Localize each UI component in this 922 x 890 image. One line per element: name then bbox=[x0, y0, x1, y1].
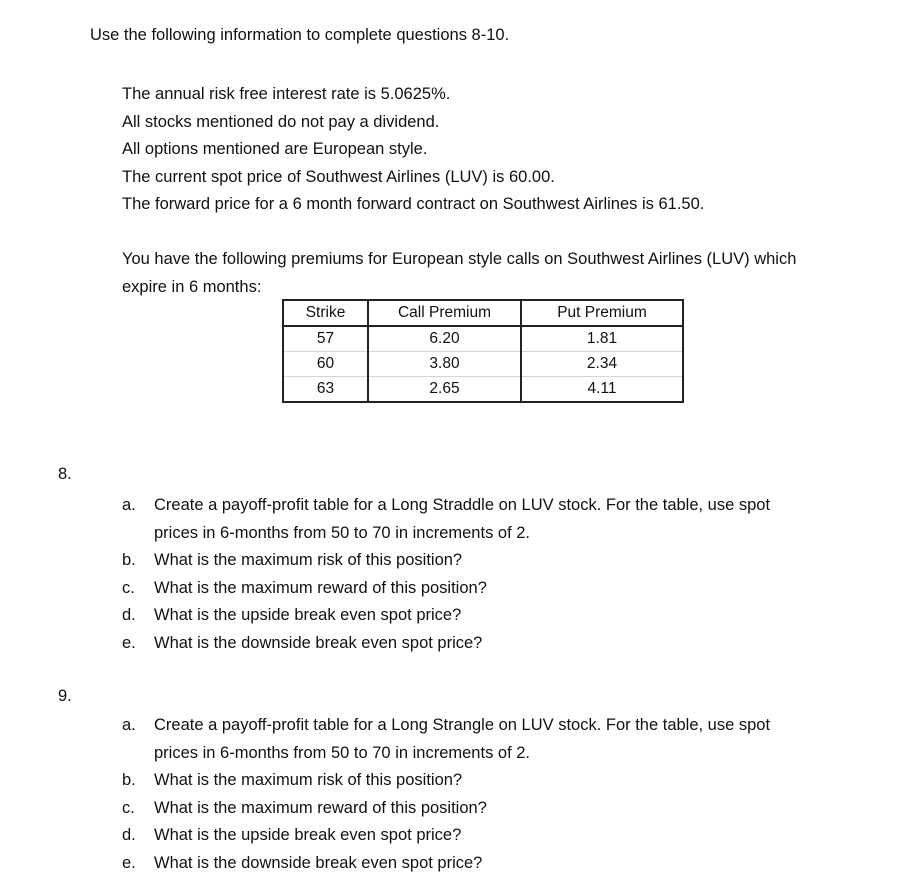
cell-call-premium: 3.80 bbox=[368, 352, 521, 377]
item-letter: d. bbox=[122, 606, 136, 624]
question-9-number: 9. bbox=[58, 687, 72, 705]
item-letter: e. bbox=[122, 853, 136, 872]
list-item bbox=[122, 822, 770, 850]
fact-no-dividend: All stocks mentioned do not pay a dividend. bbox=[122, 112, 440, 131]
fact-spot-price: The current spot price of Southwest Airlines (LUV) is 60.00. bbox=[122, 167, 555, 186]
item-text: What is the maximum risk of this position? bbox=[154, 771, 463, 789]
fact-european-style: All options mentioned are European style. bbox=[122, 140, 428, 158]
premium-intro-line-1: You have the following premiums for European style calls on Southwest Airlines (LUV) which bbox=[122, 250, 797, 268]
item-text: What is the maximum risk of this position? bbox=[154, 551, 463, 569]
table-row bbox=[283, 352, 683, 377]
list-item bbox=[122, 712, 770, 767]
item-letter: c. bbox=[122, 578, 135, 597]
item-letter: b. bbox=[122, 771, 136, 789]
item-text: What is the upside break even spot price? bbox=[154, 826, 462, 844]
cell-strike: 63 bbox=[283, 377, 368, 403]
list-item bbox=[122, 795, 770, 823]
premium-table-header bbox=[283, 300, 683, 326]
item-letter: e. bbox=[122, 633, 136, 652]
cell-put-premium: 1.81 bbox=[521, 326, 683, 352]
item-letter: a. bbox=[122, 496, 136, 514]
table-row bbox=[283, 377, 683, 403]
item-text-line-2: prices in 6-months from 50 to 70 in increments of 2. bbox=[154, 523, 531, 542]
list-item bbox=[122, 575, 770, 603]
item-text: What is the maximum reward of this position? bbox=[154, 798, 487, 817]
question-8-items bbox=[122, 492, 770, 657]
cell-put-premium: 4.11 bbox=[521, 377, 683, 403]
item-letter: c. bbox=[122, 798, 135, 817]
list-item bbox=[122, 492, 770, 547]
item-letter: b. bbox=[122, 551, 136, 569]
instructions-heading: Use the following information to complete questions 8-10. bbox=[90, 26, 510, 44]
item-text: What is the upside break even spot price? bbox=[154, 606, 462, 624]
premium-intro bbox=[122, 246, 796, 301]
item-text-line-1: Create a payoff-profit table for a Long Strangle on LUV stock. For the table, use spot bbox=[154, 716, 771, 734]
list-item bbox=[122, 850, 770, 878]
list-item bbox=[122, 630, 770, 658]
item-text: What is the maximum reward of this position? bbox=[154, 578, 487, 597]
item-text-line-1: Create a payoff-profit table for a Long Straddle on LUV stock. For the table, use spot bbox=[154, 496, 771, 514]
premium-table bbox=[282, 299, 684, 403]
list-item bbox=[122, 602, 770, 630]
cell-call-premium: 2.65 bbox=[368, 377, 521, 403]
premium-intro-line-2: expire in 6 months: bbox=[122, 277, 262, 296]
header-strike: Strike bbox=[283, 300, 368, 326]
question-8-number: 8. bbox=[58, 465, 72, 483]
fact-forward-price: The forward price for a 6 month forward contract on Southwest Airlines is 61.50. bbox=[122, 195, 705, 213]
cell-strike: 57 bbox=[283, 326, 368, 352]
list-item bbox=[122, 547, 770, 575]
item-letter: a. bbox=[122, 716, 136, 734]
item-letter: d. bbox=[122, 826, 136, 844]
cell-strike: 60 bbox=[283, 352, 368, 377]
question-9-items bbox=[122, 712, 770, 877]
list-item bbox=[122, 767, 770, 795]
fact-risk-free-rate: The annual risk free interest rate is 5.0625%. bbox=[122, 85, 451, 103]
table-row bbox=[283, 326, 683, 352]
given-facts bbox=[122, 81, 704, 219]
header-call-premium: Call Premium bbox=[368, 300, 521, 326]
item-text: What is the downside break even spot price? bbox=[154, 853, 483, 872]
cell-put-premium: 2.34 bbox=[521, 352, 683, 377]
item-text-line-2: prices in 6-months from 50 to 70 in increments of 2. bbox=[154, 743, 531, 762]
header-put-premium: Put Premium bbox=[521, 300, 683, 326]
cell-call-premium: 6.20 bbox=[368, 326, 521, 352]
item-text: What is the downside break even spot price? bbox=[154, 633, 483, 652]
